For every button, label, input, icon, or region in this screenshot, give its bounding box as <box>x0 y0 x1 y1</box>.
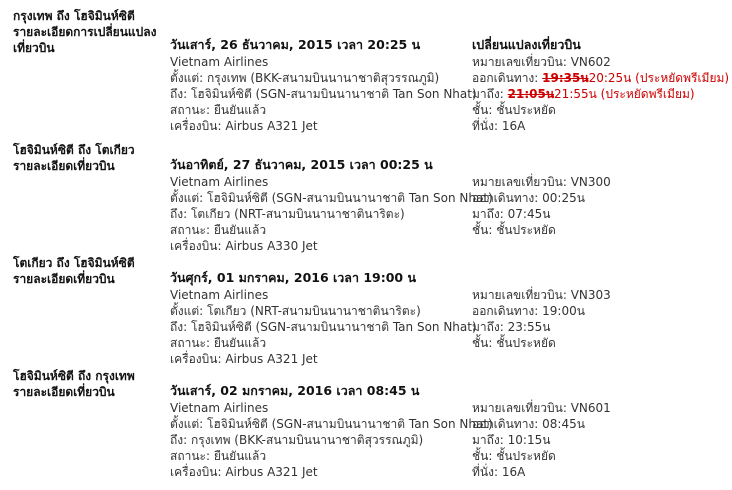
origin: ตั้งแต่: โตเกียว (NRT-สนามบินนานาชาตินาริตะ) <box>170 304 421 318</box>
airline-name: Vietnam Airlines <box>170 175 269 189</box>
flight-number: หมายเลขเที่ยวบิน: VN303 <box>472 288 611 302</box>
booking-status: สถานะ: ยืนยันแล้ว <box>170 336 267 350</box>
aircraft-type: เครื่องบิน: Airbus A321 Jet <box>170 119 318 133</box>
flight-info <box>472 174 732 238</box>
departure-time: ออกเดินทาง: 19:00น <box>472 304 585 318</box>
destination: ถึง: กรุงเทพ (BKK-สนามบินนานาชาติสุวรรณภูมิ) <box>170 433 424 447</box>
flight-details <box>170 36 477 134</box>
route-title: กรุงเทพ ถึง โฮจิมินห์ซิตี <box>13 9 135 23</box>
airline-name: Vietnam Airlines <box>170 55 269 69</box>
arrival-time: มาถึง: 23:55น <box>472 320 551 334</box>
arrival-time: มาถึง: 10:15น <box>472 433 551 447</box>
flight-details <box>170 156 493 254</box>
flight-change-header: เปลี่ยนแปลงเที่ยวบิน <box>472 37 581 52</box>
airline-name: Vietnam Airlines <box>170 401 269 415</box>
route-subtitle: รายละเอียดเที่ยวบิน <box>13 385 115 399</box>
route-heading <box>13 255 163 287</box>
cabin-class: ชั้น: ชั้นประหยัด <box>472 223 556 237</box>
departure-time <box>472 70 732 86</box>
flight-info <box>472 36 732 134</box>
destination: ถึง: โตเกียว (NRT-สนามบินนานาชาตินาริตะ) <box>170 207 405 221</box>
route-subtitle: รายละเอียดเที่ยวบิน <box>13 272 115 286</box>
destination: ถึง: โฮจิมินห์ซิตี (SGN-สนามบินนานาชาติ Tan Son Nhat) <box>170 87 477 101</box>
aircraft-type: เครื่องบิน: Airbus A321 Jet <box>170 352 318 366</box>
flight-info <box>472 287 732 351</box>
aircraft-type: เครื่องบิน: Airbus A321 Jet <box>170 465 318 479</box>
old-departure-time: 19:35น <box>542 71 589 85</box>
flight-number: หมายเลขเที่ยวบิน: VN300 <box>472 175 611 189</box>
route-subtitle: รายละเอียดการเปลี่ยนแปลง <box>13 25 157 39</box>
old-arrival-time: 21:05น <box>507 87 555 101</box>
new-arrival-time: 21:55น (ประหยัดพรีเมียม) <box>554 87 695 101</box>
aircraft-type: เครื่องบิน: Airbus A330 Jet <box>170 239 318 253</box>
departure-date-header: วันศุกร์, 01 มกราคม, 2016 เวลา 19:00 น <box>170 270 417 285</box>
booking-status: สถานะ: ยืนยันแล้ว <box>170 449 267 463</box>
route-subtitle: รายละเอียดเที่ยวบิน <box>13 159 115 173</box>
seat-number: ที่นั่ง: 16A <box>472 465 526 479</box>
route-title: โตเกียว ถึง โฮจิมินห์ซิตี <box>13 256 135 270</box>
flight-number: หมายเลขเที่ยวบิน: VN601 <box>472 401 611 415</box>
departure-time: ออกเดินทาง: 00:25น <box>472 191 585 205</box>
cabin-class: ชั้น: ชั้นประหยัด <box>472 449 556 463</box>
departure-label: ออกเดินทาง: <box>472 71 543 85</box>
booking-status: สถานะ: ยืนยันแล้ว <box>170 223 267 237</box>
route-title: โฮจิมินห์ซิตี ถึง กรุงเทพ <box>13 369 135 383</box>
route-heading <box>13 142 163 174</box>
origin: ตั้งแต่: โฮจิมินห์ซิตี (SGN-สนามบินนานาชาติ Tan Son Nhat) <box>170 417 493 431</box>
flight-details <box>170 269 477 367</box>
origin: ตั้งแต่: โฮจิมินห์ซิตี (SGN-สนามบินนานาชาติ Tan Son Nhat) <box>170 191 493 205</box>
origin: ตั้งแต่: กรุงเทพ (BKK-สนามบินนานาชาติสุวรรณภูมิ) <box>170 71 440 85</box>
route-heading <box>13 368 163 400</box>
arrival-time: มาถึง: 07:45น <box>472 207 551 221</box>
booking-status: สถานะ: ยืนยันแล้ว <box>170 103 267 117</box>
departure-time: ออกเดินทาง: 08:45น <box>472 417 585 431</box>
cabin-class: ชั้น: ชั้นประหยัด <box>472 336 556 350</box>
arrival-label: มาถึง: <box>472 87 508 101</box>
flight-details <box>170 382 493 480</box>
destination: ถึง: โฮจิมินห์ซิตี (SGN-สนามบินนานาชาติ Tan Son Nhat) <box>170 320 477 334</box>
flight-number: หมายเลขเที่ยวบิน: VN602 <box>472 55 611 69</box>
departure-date-header: วันเสาร์, 26 ธันวาคม, 2015 เวลา 20:25 น <box>170 37 421 52</box>
departure-date-header: วันอาทิตย์, 27 ธันวาคม, 2015 เวลา 00:25 น <box>170 157 433 172</box>
route-title: โฮจิมินห์ซิตี ถึง โตเกียว <box>13 143 135 157</box>
airline-name: Vietnam Airlines <box>170 288 269 302</box>
flight-info <box>472 400 732 480</box>
route-subtitle-cont: เที่ยวบิน <box>13 41 55 55</box>
cabin-class: ชั้น: ชั้นประหยัด <box>472 103 556 117</box>
seat-number: ที่นั่ง: 16A <box>472 119 526 133</box>
new-departure-time: 20:25น (ประหยัดพรีเมียม) <box>588 71 730 85</box>
departure-date-header: วันเสาร์, 02 มกราคม, 2016 เวลา 08:45 น <box>170 383 420 398</box>
arrival-time <box>472 86 732 102</box>
route-heading <box>13 8 163 56</box>
